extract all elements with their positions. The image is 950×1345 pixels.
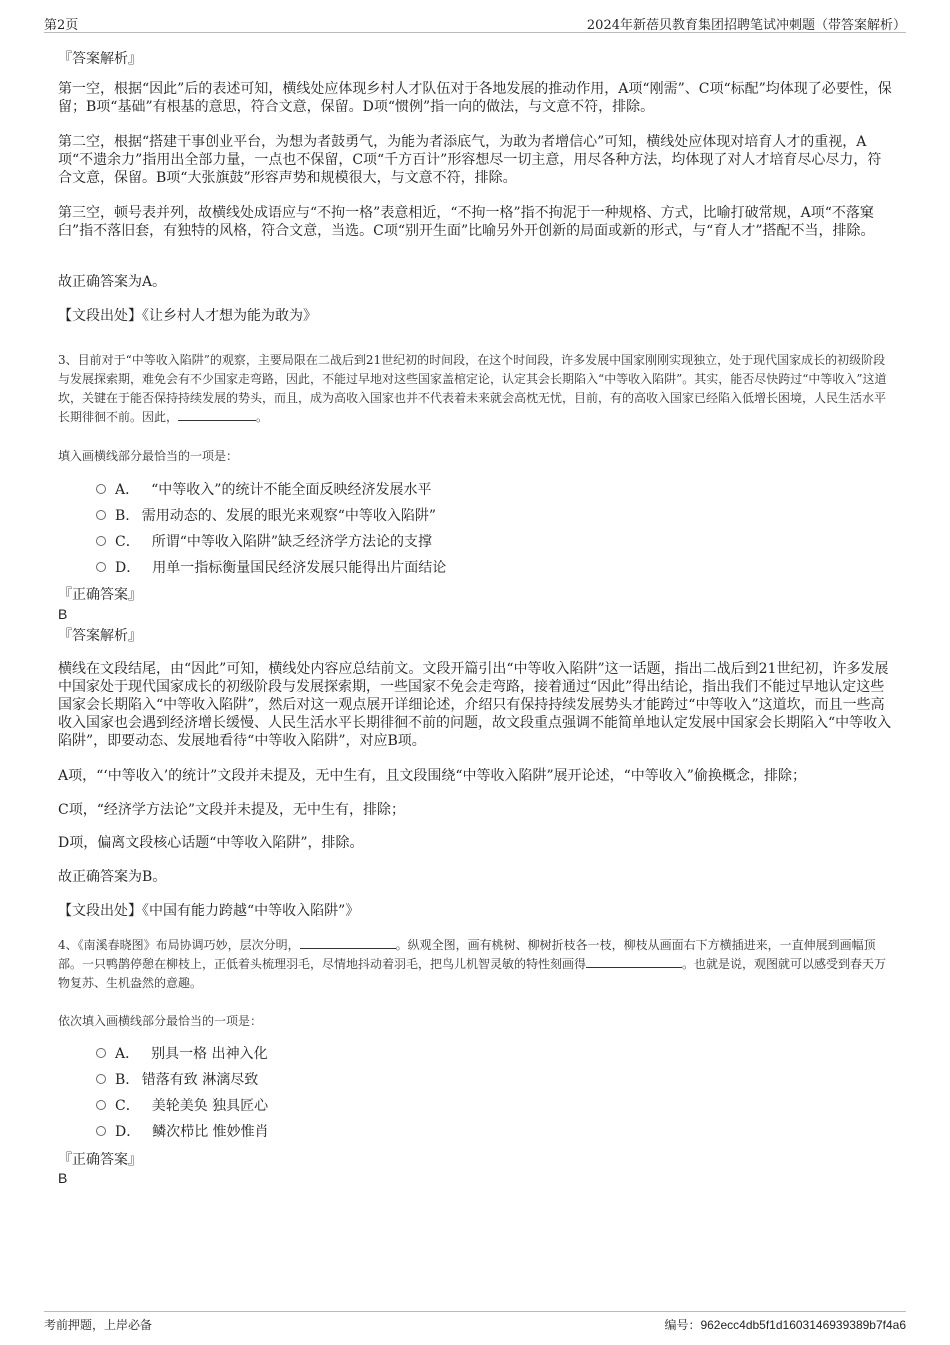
q4-question-text (58, 936, 896, 993)
q3-analysis-p2: A项，“‘中等收入’的统计”文段并未提及，无中生有，且文段围绕“中等收入陷阱”展开论述，“中等收入”偷换概念，排除； (58, 768, 806, 784)
q3-prompt: 填入画横线部分最恰当的一项是： (58, 449, 239, 463)
q3-analysis-label: 『答案解析』 (58, 628, 142, 644)
q4-text-part1: 4、《南溪春晓图》布局协调巧妙，层次分明， (58, 938, 300, 952)
option-letter: D． (115, 560, 141, 576)
page-number: 第2页 (44, 18, 79, 33)
q3-conclusion: 故正确答案为B。 (58, 869, 167, 885)
footer-code-value: 962ecc4db5f1d1603146939389b7f4a6 (700, 1318, 906, 1332)
q2-analysis-label: 『答案解析』 (58, 51, 142, 67)
footer-slogan: 考前押题，上岸必备 (44, 1318, 153, 1332)
radio-icon[interactable] (96, 562, 106, 572)
q3-source: 【文段出处】《中国有能力跨越“中等收入陷阱”》 (58, 903, 360, 919)
option-text: 所谓“中等收入陷阱”缺乏经济学方法论的支撑 (151, 534, 433, 550)
q4-prompt: 依次填入画横线部分最恰当的一项是： (58, 1014, 263, 1028)
q4-blank-2 (586, 955, 682, 968)
q3-blank (178, 408, 256, 421)
option-letter: A． (115, 1046, 140, 1062)
option-letter: C． (115, 1098, 140, 1114)
q2-source: 【文段出处】《让乡村人才想为能为敢为》 (58, 308, 317, 324)
q2-conclusion: 故正确答案为A。 (58, 274, 167, 290)
footer-code (664, 1316, 906, 1333)
radio-icon[interactable] (96, 1074, 106, 1084)
option-text: 用单一指标衡量国民经济发展只能得出片面结论 (152, 560, 447, 576)
q3-answer: B (58, 606, 68, 622)
q4-option-d[interactable] (96, 1122, 269, 1142)
q2-analysis-p3: 第三空，顿号表并列，故横线处成语应与“不拘一格”表意相近，“不拘一格”指不拘泥于一种规格、方式，比喻打破常规，A项“不落窠臼”指不落旧套，有独特的风格，符合文意，当选。C项“别开生面”比喻另外开创新的局面或新的形式，与“育人才”搭配不当，排除。 (58, 205, 875, 239)
q4-option-a[interactable] (96, 1044, 268, 1064)
option-text: 鳞次栉比 惟妙惟肖 (152, 1124, 269, 1140)
q3-text-after: 。 (256, 410, 269, 424)
q4-text-part2: 。纵观全图，画有桃树、柳树折枝各一枝，柳枝从画面右下方横插进来，一直伸展到画幅顶部。一只鸭鹊停憩在柳枝上，正低着头梳理羽毛，尽情地抖动着羽毛，把鸟儿机智灵敏的特性刻画得 (58, 938, 876, 971)
q4-option-b[interactable] (96, 1070, 258, 1090)
radio-icon[interactable] (96, 1126, 106, 1136)
option-text: 需用动态的、发展的眼光来观察“中等收入陷阱” (141, 508, 437, 524)
q4-answer-label: 『正确答案』 (58, 1152, 142, 1168)
radio-icon[interactable] (96, 510, 106, 520)
q3-option-d[interactable] (96, 558, 446, 578)
option-text: “中等收入”的统计不能全面反映经济发展水平 (151, 482, 432, 498)
radio-icon[interactable] (96, 1100, 106, 1110)
page-footer (44, 1311, 906, 1334)
document-title: 2024年新蓓贝教育集团招聘笔试冲刺题（带答案解析） (586, 18, 906, 33)
radio-icon[interactable] (96, 1048, 106, 1058)
q4-text-part3: 。也就是说，观图就可以感受到春天万物复苏、生机盎然的意趣。 (58, 957, 887, 990)
option-letter: C． (115, 534, 140, 550)
q3-analysis-p3: C项，“经济学方法论”文段并未提及，无中生有，排除； (58, 802, 406, 818)
q3-analysis-p1: 横线在文段结尾，由“因此”可知，横线处内容应总结前文。文段开篇引出“中等收入陷阱”这一话题，指出二战后到21世纪初，许多发展中国家处于现代国家成长的初级阶段与发展探索期，一些国家不免会走弯路，接着通过“因此”得出结论，指出我们不能过早地认定这些国家会长期陷入“中等收入陷阱”，然后对这一观点展开详细论述，介绍只有保持持续发展势头才能跨过“中等收入”这道坎，而且一些高收入国家也会遇到经济增长缓慢、人民生活水平长期徘徊不前的问题，故文段重点强调不能简单地认定发展中国家会长期陷入“中等收入陷阱”，即要动态、发展地看待“中等收入陷阱”，对应B项。 (58, 661, 892, 749)
q4-blank-1 (300, 936, 396, 949)
q3-answer-label: 『正确答案』 (58, 587, 142, 603)
q3-option-c[interactable] (96, 532, 432, 552)
option-letter: D． (115, 1124, 141, 1140)
option-text: 美轮美奂 独具匠心 (151, 1098, 269, 1114)
q3-option-b[interactable] (96, 506, 436, 526)
footer-code-label: 编号： (664, 1318, 701, 1332)
option-letter: A． (115, 482, 140, 498)
radio-icon[interactable] (96, 536, 106, 546)
q2-analysis-p1: 第一空，根据“因此”后的表述可知，横线处应体现乡村人才队伍对于各地发展的推动作用，A项“刚需”、C项“标配”均体现了必要性，保留；B项“基础”有根基的意思，符合文意，保留。D项“惯例”指一向的做法，与文意不符，排除。 (58, 81, 892, 115)
option-letter: B. (115, 1072, 130, 1088)
option-text: 错落有致 淋漓尽致 (141, 1072, 259, 1088)
q3-analysis-p4: D项，偏离文段核心话题“中等收入陷阱”，排除。 (58, 835, 364, 851)
q2-analysis-p2: 第二空，根据“搭建干事创业平台，为想为者鼓勇气，为能为者添底气，为敢为者增信心”可知，横线处应体现对培育人才的重视，A项“不遗余力”指用出全部力量，一点也不保留，C项“千方百计”形容想尽一切主意，用尽各种方法，均体现了对人才培育尽心尽力，符合文意，保留。B项“大张旗鼓”形容声势和规模很大，与文意不符，排除。 (58, 134, 882, 186)
option-letter: B. (115, 508, 130, 524)
q3-text-before: 3、目前对于“中等收入陷阱”的观察，主要局限在二战后到21世纪初的时间段，在这个时间段，许多发展中国家刚刚实现独立，处于现代国家成长的初级阶段与发展探索期，难免会有不少国家走弯路，因此，不能过早地对这些国家盖棺定论，认定其会长期陷入“中等收入陷阱”。其实，能否尽快跨过“中等收入”这道坎，关键在于能否保持持续发展的势头，而且，成为高收入国家也并不代表着未来就会高枕无忧，目前，有的高收入国家已经陷入低增长困境，人民生活水平长期徘徊不前。因此， (58, 353, 887, 424)
page-header (44, 12, 906, 33)
q4-answer: B (58, 1170, 68, 1186)
q4-option-c[interactable] (96, 1096, 268, 1116)
radio-icon[interactable] (96, 484, 106, 494)
q3-question-text (58, 351, 896, 427)
option-text: 别具一格 出神入化 (151, 1046, 268, 1062)
q3-option-a[interactable] (96, 480, 431, 500)
